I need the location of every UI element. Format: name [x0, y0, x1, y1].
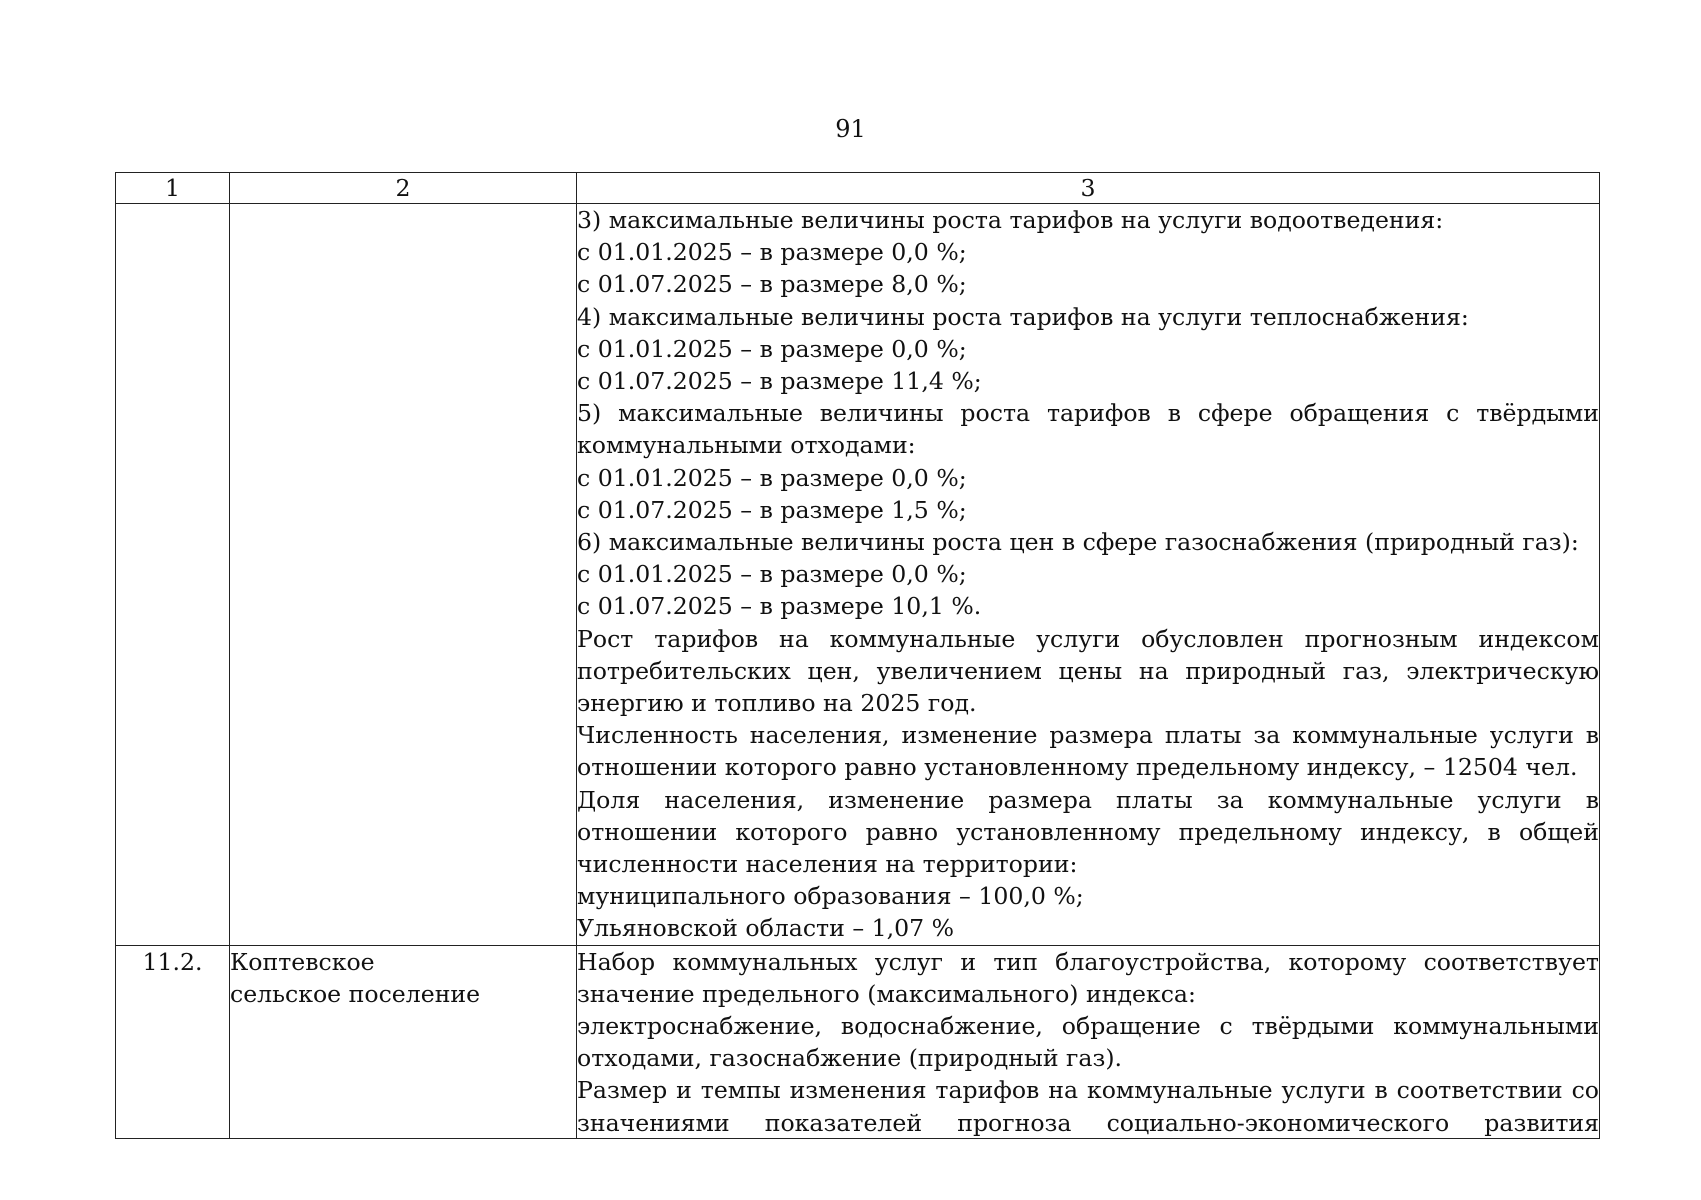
content-line: Ульяновской области – 1,07 %: [577, 914, 955, 943]
content-line: с 01.01.2025 – в размере 0,0 %;: [577, 463, 967, 492]
content-line: 3) максимальные величины роста тарифов на услуги водоотведения:: [577, 206, 1444, 234]
content-line: с 01.01.2025 – в размере 0,0 %;: [577, 238, 967, 267]
content-paragraph: электроснабжение, водоснабжение, обращение с твёрдыми коммунальными отходами, газоснабжение (природный газ).: [577, 1012, 1599, 1073]
tariff-table: [115, 172, 1600, 1139]
settlement-name-line: Коптевское: [230, 947, 375, 976]
row-name-cell: [230, 204, 577, 946]
content-line: муниципального образования – 100,0 %;: [577, 882, 1084, 911]
content-line: с 01.07.2025 – в размере 10,1 %.: [577, 592, 982, 621]
page-number: 91: [835, 115, 866, 143]
row-number-cell: 11.2.: [116, 945, 230, 1138]
table-row: [116, 945, 1600, 1138]
content-paragraph: Доля населения, изменение размера платы за коммунальные услуги в отношении которого равно установленному предельному индексу, в общей численности населения на территории:: [577, 785, 1599, 879]
content-line: с 01.01.2025 – в размере 0,0 %;: [577, 334, 967, 363]
row-content-cell: [577, 204, 1600, 946]
content-line: с 01.07.2025 – в размере 1,5 %;: [577, 495, 967, 524]
row-number-cell: [116, 204, 230, 946]
row-name-cell: [230, 945, 577, 1138]
content-line: 6) максимальные величины роста цен в сфере газоснабжения (природный газ):: [577, 528, 1579, 557]
column-header-2: 2: [230, 173, 577, 204]
settlement-name-line: сельское поселение: [230, 979, 481, 1008]
content-paragraph: Рост тарифов на коммунальные услуги обусловлен прогнозным индексом потребительских цен, увеличением цены на природный газ, электрическую энергию и топливо на 2025 год.: [577, 624, 1599, 718]
content-line: с 01.01.2025 – в размере 0,0 %;: [577, 560, 967, 589]
content-paragraph: Численность населения, изменение размера платы за коммунальные услуги в отношении которого равно установленному предельному индексу, – 12504 чел.: [577, 721, 1599, 782]
row-content-cell: [577, 945, 1600, 1138]
table-header-row: [116, 173, 1600, 204]
content-paragraph: 5) максимальные величины роста тарифов в сфере обращения с твёрдыми коммунальными отходами:: [577, 399, 1599, 460]
column-header-3: 3: [577, 173, 1600, 204]
column-header-1: 1: [116, 173, 230, 204]
content-paragraph: Размер и темпы изменения тарифов на коммунальные услуги в соответствии со значениями показателей прогноза социально-экономического развития: [577, 1076, 1599, 1136]
content-paragraph: Набор коммунальных услуг и тип благоустройства, которому соответствует значение предельного (максимального) индекса:: [577, 947, 1599, 1008]
content-line: с 01.07.2025 – в размере 8,0 %;: [577, 270, 967, 299]
content-line: 4) максимальные величины роста тарифов на услуги теплоснабжения:: [577, 302, 1469, 331]
table-row: [116, 204, 1600, 946]
content-line: с 01.07.2025 – в размере 11,4 %;: [577, 367, 982, 396]
